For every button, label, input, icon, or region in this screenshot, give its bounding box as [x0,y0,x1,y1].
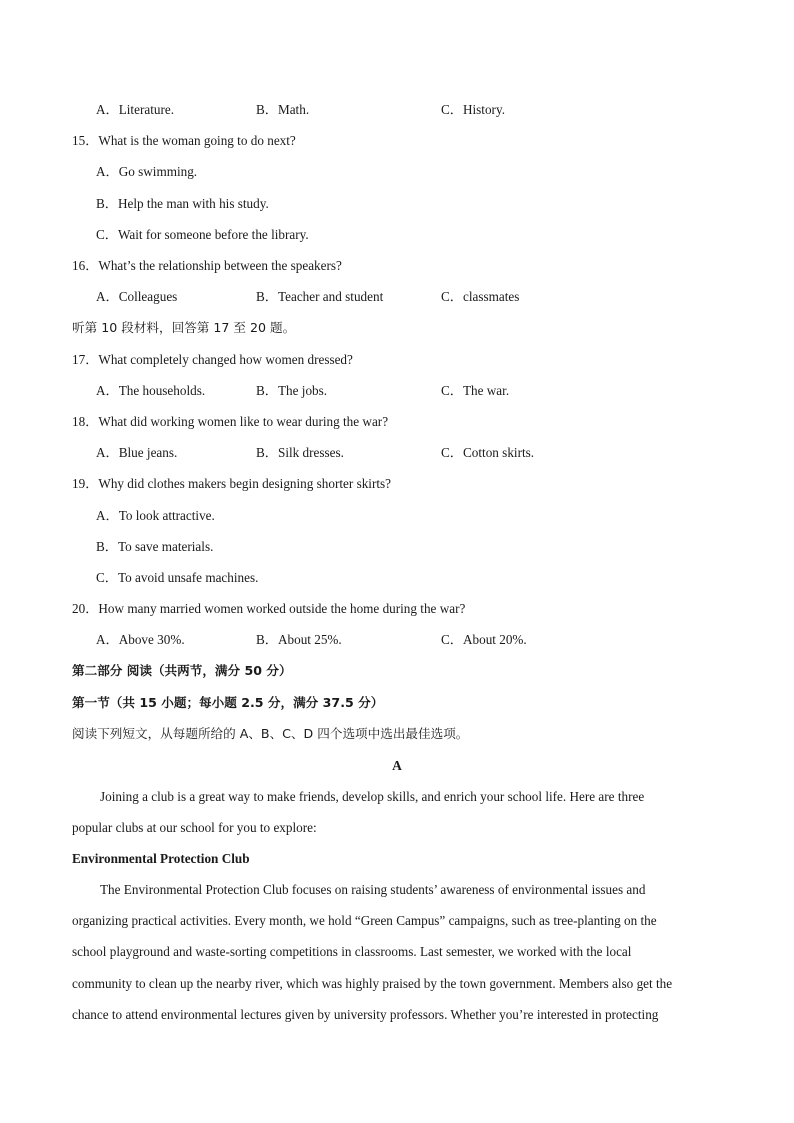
q17-option-c: C．The war. [441,383,510,398]
q20-option-a: A．Above 30%. [96,632,185,647]
q20-option-c: C．About 20%. [441,632,527,647]
section1-title: 第一节（共 15 小题；每小题 2.5 分，满分 37.5 分） [72,695,384,710]
q17-option-a: A．The households. [96,383,206,398]
part2-title: 第二部分 阅读（共两节，满分 50 分） [72,663,292,678]
q19-option-c: C．To avoid unsafe machines. [96,570,259,585]
reading-instruction: 阅读下列短文，从每题所给的 A、B、C、D 四个选项中选出最佳选项。 [72,726,469,741]
q15-option-a: A．Go swimming. [96,164,198,179]
q14-option-b: B．Math. [256,102,310,117]
club1-line-2: organizing practical activities. Every month, we hold “Green Campus” campaigns, such as tree-planting on the [72,913,657,928]
q16-option-c: C．classmates [441,289,520,304]
club1-line-1: The Environmental Protection Club focuses on raising students’ awareness of environmental issues and [100,882,646,897]
passage-intro-line-1: Joining a club is a great way to make friends, develop skills, and enrich your school life. Here are three [100,789,645,804]
q16-question: 16．What’s the relationship between the speakers? [72,258,342,273]
q18-option-b: B．Silk dresses. [256,445,344,460]
q15-option-b: B．Help the man with his study. [96,196,269,211]
q18-option-a: A．Blue jeans. [96,445,178,460]
club1-line-4: community to clean up the nearby river, which was highly praised by the town government. Members also get the [72,976,673,991]
q18-option-c: C．Cotton skirts. [441,445,535,460]
q18-question: 18．What did working women like to wear during the war? [72,414,389,429]
section10-instruction: 听第 10 段材料，回答第 17 至 20 题。 [72,320,296,335]
q20-option-b: B．About 25%. [256,632,342,647]
club1-line-5: chance to attend environmental lectures given by university professors. Whether you’re interested in protecting [72,1007,659,1022]
q19-option-b: B．To save materials. [96,539,214,554]
q15-question: 15．What is the woman going to do next? [72,133,296,148]
q17-question: 17．What completely changed how women dressed? [72,352,353,367]
q20-question: 20．How many married women worked outside the home during the war? [72,601,466,616]
q16-option-a: A．Colleagues [96,289,178,304]
q17-option-b: B．The jobs. [256,383,328,398]
passage-intro-line-2: popular clubs at our school for you to explore: [72,820,317,835]
q19-question: 19．Why did clothes makers begin designing shorter skirts? [72,476,392,491]
q15-option-c: C．Wait for someone before the library. [96,227,309,242]
club1-line-3: school playground and waste-sorting competitions in classrooms. Last semester, we worked with the local [72,944,632,959]
q16-option-b: B．Teacher and student [256,289,384,304]
q14-option-c: C．History. [441,102,505,117]
q14-option-a: A．Literature. [96,102,174,117]
passage-label: A [392,758,402,773]
club1-title: Environmental Protection Club [72,851,250,866]
q19-option-a: A．To look attractive. [96,508,215,523]
